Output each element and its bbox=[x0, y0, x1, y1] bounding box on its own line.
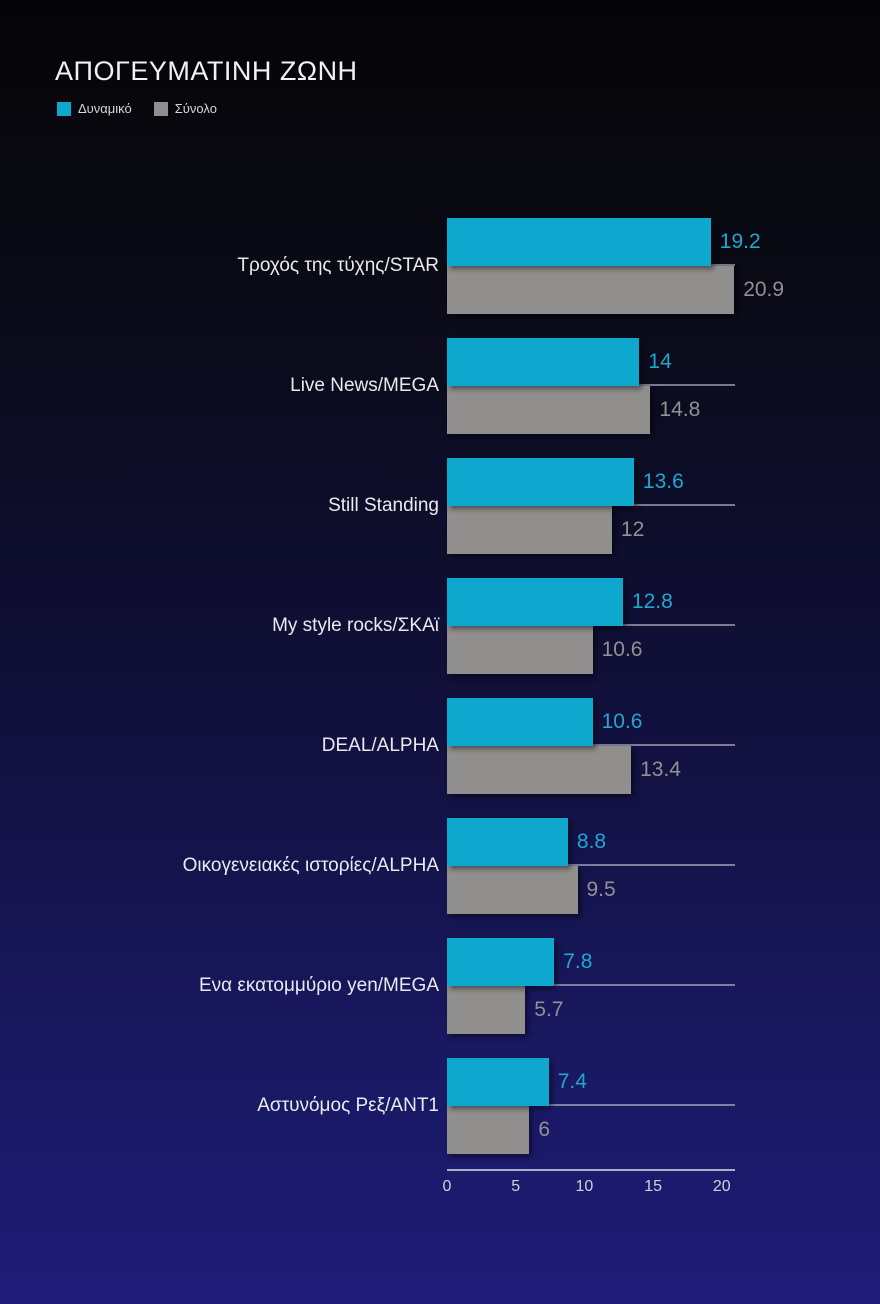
value-label-synolo: 12 bbox=[620, 518, 645, 541]
bar-synolo bbox=[447, 986, 525, 1034]
value-label-synolo: 20.9 bbox=[743, 278, 785, 301]
bar-dynamiko bbox=[447, 698, 593, 746]
plot-area bbox=[447, 326, 735, 446]
bar-synolo bbox=[447, 866, 578, 914]
plot-area bbox=[447, 806, 735, 926]
dynamiko-swatch-icon bbox=[57, 102, 71, 116]
plot-area bbox=[447, 446, 735, 566]
legend-label: Δυναμικό bbox=[78, 101, 132, 116]
value-label-synolo: 5.7 bbox=[534, 998, 564, 1021]
chart-row bbox=[0, 926, 880, 1046]
x-tick-label: 20 bbox=[712, 1178, 731, 1195]
category-label: Still Standing bbox=[328, 495, 439, 516]
category-label: My style rocks/ΣΚΑϊ bbox=[272, 615, 439, 636]
bar-synolo bbox=[447, 266, 734, 314]
value-label-synolo: 14.8 bbox=[659, 398, 701, 421]
value-label-dynamiko: 7.8 bbox=[563, 950, 593, 973]
value-label-dynamiko: 10.6 bbox=[601, 710, 643, 733]
chart-row bbox=[0, 446, 880, 566]
value-label-dynamiko: 12.8 bbox=[631, 590, 673, 613]
bar-synolo bbox=[447, 386, 650, 434]
category-label: Τροχός της τύχης/STAR bbox=[237, 255, 439, 276]
bar-dynamiko bbox=[447, 338, 639, 386]
value-label-synolo: 6 bbox=[538, 1118, 551, 1141]
value-label-dynamiko: 7.4 bbox=[557, 1070, 587, 1093]
category-label: Live News/MEGA bbox=[290, 375, 439, 396]
legend-item-dynamiko bbox=[57, 101, 132, 116]
chart-title: ΑΠΟΓΕΥΜΑΤΙΝΗ ΖΩΝΗ bbox=[55, 56, 358, 86]
legend bbox=[57, 101, 217, 116]
plot-area bbox=[447, 566, 735, 686]
bar-synolo bbox=[447, 746, 631, 794]
bar-dynamiko bbox=[447, 938, 554, 986]
category-label: Οικογενειακές ιστορίες/ALPHA bbox=[182, 855, 439, 876]
bar-dynamiko bbox=[447, 818, 568, 866]
legend-label: Σύνολο bbox=[174, 101, 217, 116]
x-tick-label: 5 bbox=[511, 1178, 521, 1195]
plot-area bbox=[447, 206, 785, 326]
chart-row bbox=[0, 686, 880, 806]
category-label: Ενα εκατομμύριο yen/MEGA bbox=[199, 975, 439, 996]
chart-row bbox=[0, 206, 880, 326]
value-label-dynamiko: 14 bbox=[648, 350, 672, 373]
plot-area bbox=[447, 686, 735, 806]
bar-dynamiko bbox=[447, 1058, 549, 1106]
legend-item-synolo bbox=[154, 101, 217, 116]
x-axis-line bbox=[447, 1169, 735, 1171]
value-label-dynamiko: 8.8 bbox=[576, 830, 607, 853]
bar-dynamiko bbox=[447, 218, 711, 266]
synolo-swatch-icon bbox=[154, 102, 168, 116]
x-tick-label: 10 bbox=[575, 1178, 594, 1195]
plot-area bbox=[447, 926, 735, 1046]
bar-dynamiko bbox=[447, 578, 623, 626]
chart-row bbox=[0, 806, 880, 926]
x-tick-label: 15 bbox=[644, 1178, 662, 1195]
plot-area bbox=[447, 1046, 735, 1166]
bar-chart bbox=[0, 206, 880, 1166]
chart-row bbox=[0, 566, 880, 686]
value-label-dynamiko: 13.6 bbox=[642, 470, 684, 493]
chart-row bbox=[0, 326, 880, 446]
chart-row bbox=[0, 1046, 880, 1166]
bar-dynamiko bbox=[447, 458, 634, 506]
value-label-synolo: 10.6 bbox=[601, 638, 643, 661]
bar-synolo bbox=[447, 626, 593, 674]
bar-synolo bbox=[447, 506, 612, 554]
value-label-dynamiko: 19.2 bbox=[719, 230, 761, 253]
value-label-synolo: 13.4 bbox=[640, 758, 681, 781]
category-label: Αστυνόμος Ρεξ/ANT1 bbox=[257, 1095, 439, 1116]
value-label-synolo: 9.5 bbox=[586, 878, 616, 901]
category-label: DEAL/ALPHA bbox=[321, 735, 439, 756]
bar-synolo bbox=[447, 1106, 529, 1154]
x-axis bbox=[442, 1169, 735, 1209]
x-tick-label: 0 bbox=[442, 1178, 452, 1195]
